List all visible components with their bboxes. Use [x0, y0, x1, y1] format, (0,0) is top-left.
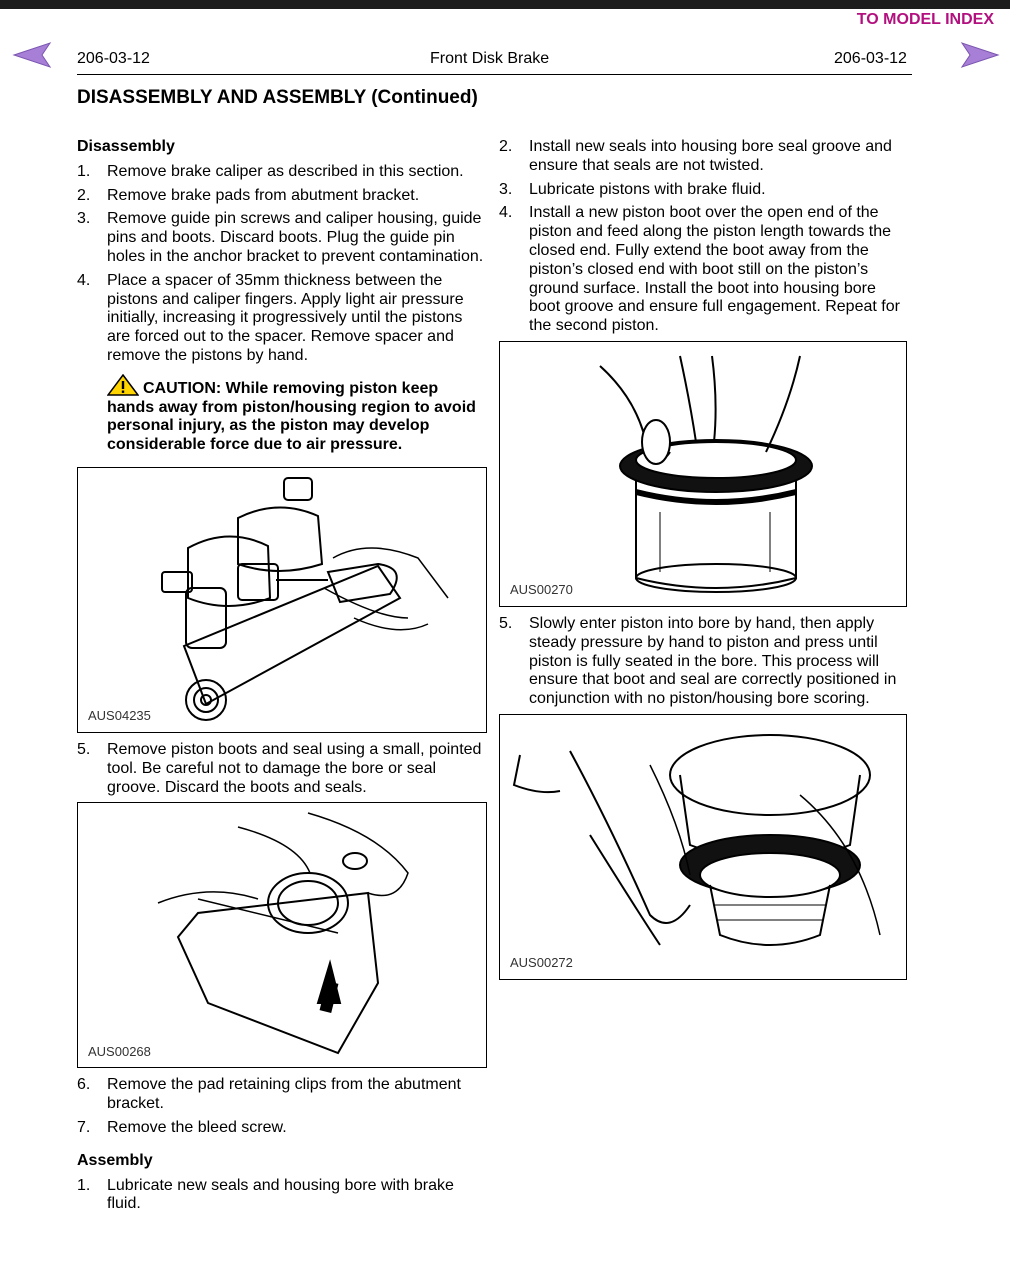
seal-removal-illustration [78, 803, 486, 1067]
disassembly-step: 4. Place a spacer of 35mm thickness between the pistons and caliper fingers. Apply light air pressure initially, increasing it progressively until the pistons are forced out to the spacer. Remove spacer and remove the pistons by hand. [77, 271, 464, 364]
header-section-title: Front Disk Brake [430, 50, 550, 67]
figure-piston-removal [77, 467, 487, 733]
figure-piston-boot [499, 341, 907, 607]
caliper-air-pressure-illustration [78, 468, 486, 732]
figure-id-label: AUS00272 [510, 955, 573, 971]
left-column [77, 138, 489, 1219]
disassembly-heading: Disassembly [77, 138, 175, 155]
assembly-heading: Assembly [77, 1151, 153, 1169]
disassembly-step: 5. Remove piston boots and seal using a small, pointed tool. Be careful not to damage the bore or seal groove. Discard the boots and seals. [77, 740, 482, 796]
piston-boot-illustration [500, 342, 906, 606]
header-left-code: 206-03-12 [77, 50, 150, 67]
right-column [499, 138, 909, 980]
disassembly-step: 1. Remove brake caliper as described in this section. [77, 162, 464, 180]
piston-insert-illustration [500, 715, 906, 979]
assembly-step: 3. Lubricate pistons with brake fluid. [499, 180, 766, 198]
disassembly-step: 3. Remove guide pin screws and caliper housing, guide pins and boots. Discard boots. Plug the guide pin holes in the anchor bracket to prevent contamination. [77, 210, 484, 265]
figure-piston-insert [499, 714, 907, 980]
assembly-step: 1. Lubricate new seals and housing bore with brake fluid. [77, 1176, 454, 1213]
header-right-code: 206-03-12 [834, 50, 907, 67]
assembly-step: 2. Install new seals into housing bore seal groove and ensure that seals are not twisted. [499, 138, 892, 174]
model-index-link[interactable]: TO MODEL INDEX [856, 11, 994, 28]
figure-seal-removal [77, 802, 487, 1068]
caution-note: CAUTION: While removing piston keep hands away from piston/housing region to avoid personal injury, as the piston may develop considerable force due to air pressure. [77, 374, 489, 455]
top-bar [0, 0, 1010, 9]
figure-id-label: AUS00270 [510, 582, 573, 598]
assembly-step: 5. Slowly enter piston into bore by hand, then apply steady pressure by hand to piston and press until piston is fully seated in the bore. This process will ensure that boot and seal are correctly positioned in conjunction with no piston/housing bore scoring. [499, 614, 897, 708]
disassembly-step: 7. Remove the bleed screw. [77, 1118, 287, 1136]
page-title: DISASSEMBLY AND ASSEMBLY (Continued) [77, 87, 478, 108]
figure-id-label: AUS00268 [88, 1043, 151, 1059]
disassembly-step: 2. Remove brake pads from abutment bracket. [77, 186, 420, 204]
previous-page-arrow-icon[interactable] [12, 40, 52, 70]
assembly-step: 4. Install a new piston boot over the open end of the piston and feed along the piston length towards the closed end. Fully extend the boot away from the piston’s closed end with boot still on the piston’s ground surface. Install the boot into housing bore boot groove and ensure full engagement. Repeat for the second piston. [499, 204, 900, 335]
header-divider [77, 74, 912, 75]
figure-id-label: AUS04235 [88, 708, 151, 724]
warning-triangle-icon [107, 374, 139, 396]
disassembly-step: 6. Remove the pad retaining clips from the abutment bracket. [77, 1076, 461, 1113]
next-page-arrow-icon[interactable] [960, 40, 1000, 70]
